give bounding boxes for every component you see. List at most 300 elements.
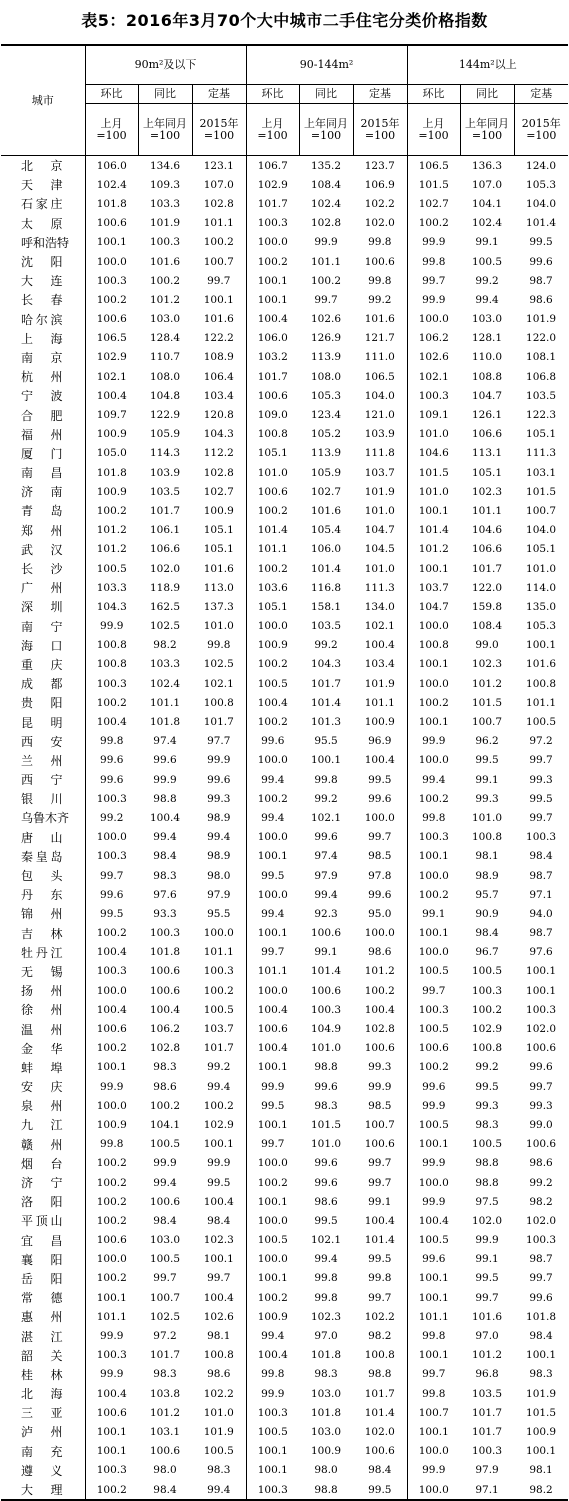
index-value: 102.1 (311, 811, 342, 824)
index-value: 98.2 (529, 1195, 553, 1208)
index-value: 98.8 (368, 1368, 392, 1381)
index-value: 99.1 (407, 904, 460, 923)
index-value: 100.2 (246, 1288, 299, 1307)
index-value: 99.6 (368, 792, 392, 805)
index-value: 102.1 (364, 620, 395, 633)
index-value: 99.7 (246, 1135, 299, 1154)
index-value: 99.5 (529, 792, 553, 805)
city-name: 无锡 (21, 964, 63, 979)
index-value: 96.9 (368, 735, 392, 748)
index-value: 99.7 (153, 1272, 177, 1285)
index-value: 100.1 (246, 271, 299, 290)
city-name: 桂林 (21, 1367, 63, 1382)
index-value: 106.2 (407, 329, 460, 348)
index-value: 100.1 (203, 1253, 234, 1266)
index-value: 102.1 (311, 1234, 342, 1247)
index-value: 106.6 (149, 543, 181, 556)
index-value: 100.2 (246, 712, 299, 731)
index-value: 101.5 (526, 485, 557, 498)
group-label: 144m²以上 (458, 58, 517, 71)
index-value: 101.1 (203, 217, 234, 230)
index-value: 101.7 (472, 562, 503, 575)
index-value: 100.3 (407, 1000, 460, 1019)
table-row (1, 712, 568, 731)
index-value: 106.5 (364, 370, 395, 383)
table-row (1, 1135, 568, 1154)
city-name: 南宁 (21, 619, 63, 634)
index-value: 100.8 (246, 425, 299, 444)
index-value: 100.4 (246, 1000, 299, 1019)
index-value: 114.3 (149, 447, 181, 460)
index-value: 99.9 (246, 1077, 299, 1096)
index-value: 99.6 (314, 1080, 338, 1093)
city-name: 银川 (21, 792, 63, 807)
city-name: 大连 (21, 274, 63, 289)
index-value: 100.4 (85, 1000, 138, 1019)
index-value: 99.4 (314, 1253, 338, 1266)
index-value: 100.2 (407, 1058, 460, 1077)
index-value: 102.6 (407, 348, 460, 367)
index-value: 99.9 (153, 773, 177, 786)
index-value: 96.7 (475, 946, 499, 959)
index-value: 99.2 (207, 1061, 231, 1074)
index-value: 162.5 (149, 600, 181, 613)
index-value: 135.0 (526, 600, 557, 613)
index-value: 102.4 (149, 677, 181, 690)
sub-header: 定基 (514, 85, 568, 104)
index-value: 124.0 (526, 159, 557, 172)
city-name: 兰州 (21, 753, 63, 768)
index-value: 100.0 (407, 751, 460, 770)
table-row (1, 1077, 568, 1096)
index-value: 100.0 (364, 811, 395, 824)
index-value: 103.1 (526, 466, 557, 479)
index-value: 122.2 (203, 332, 234, 345)
index-value: 105.3 (526, 620, 557, 633)
index-value: 99.6 (85, 885, 138, 904)
table-row (1, 367, 568, 386)
table-row (1, 904, 568, 923)
table-row (1, 885, 568, 904)
index-value: 100.3 (149, 236, 181, 249)
index-value: 101.1 (407, 1307, 460, 1326)
index-value: 100.2 (85, 1154, 138, 1173)
index-value: 100.4 (203, 1195, 234, 1208)
city-name: 大理 (1, 1480, 85, 1500)
index-value: 98.7 (529, 927, 553, 940)
index-value: 99.3 (475, 792, 499, 805)
index-value: 100.2 (246, 655, 299, 674)
table-row (1, 444, 568, 463)
index-value: 99.8 (314, 773, 338, 786)
index-value: 101.9 (526, 313, 557, 326)
index-value: 99.8 (314, 1291, 338, 1304)
index-value: 100.6 (85, 1403, 138, 1422)
index-value: 106.4 (203, 370, 234, 383)
city-name: 石家庄 (21, 197, 63, 212)
index-value: 99.9 (368, 1080, 392, 1093)
sub-header: 环比 (85, 85, 138, 104)
index-value: 100.1 (246, 1461, 299, 1480)
index-value: 99.6 (153, 754, 177, 767)
index-value: 100.1 (526, 965, 557, 978)
index-value: 99.4 (207, 831, 231, 844)
index-value: 101.9 (203, 1425, 234, 1438)
index-value: 106.0 (85, 156, 138, 176)
index-value: 100.1 (203, 293, 234, 306)
index-value: 158.1 (311, 600, 342, 613)
index-value: 100.4 (149, 1003, 181, 1016)
index-value: 100.6 (364, 1445, 395, 1458)
table-row (1, 1250, 568, 1269)
index-value: 100.2 (85, 1211, 138, 1230)
index-value: 102.8 (203, 466, 234, 479)
index-value: 101.7 (364, 1387, 395, 1400)
city-name: 南京 (21, 350, 63, 365)
index-value: 100.6 (526, 1138, 557, 1151)
city-name: 宁波 (21, 389, 63, 404)
index-value: 102.0 (364, 217, 395, 230)
index-value: 99.2 (314, 639, 338, 652)
index-value: 102.3 (472, 658, 503, 671)
index-value: 99.4 (192, 1480, 246, 1500)
base-header: 上月 =100 (246, 104, 299, 156)
index-value: 99.8 (407, 808, 460, 827)
index-value: 99.7 (207, 1272, 231, 1285)
index-value: 100.6 (85, 214, 138, 233)
index-value: 99.8 (85, 732, 138, 751)
index-value: 99.5 (246, 866, 299, 885)
index-value: 102.8 (149, 1042, 181, 1055)
sub-header: 同比 (299, 85, 353, 104)
index-value: 98.4 (153, 1214, 177, 1227)
index-value: 101.1 (364, 696, 395, 709)
index-value: 101.2 (149, 1406, 181, 1419)
table-row (1, 310, 568, 329)
index-value: 123.1 (203, 159, 234, 172)
index-value: 100.0 (85, 252, 138, 271)
index-value: 100.9 (85, 425, 138, 444)
index-value: 102.8 (311, 217, 342, 230)
index-value: 98.8 (475, 1157, 499, 1170)
index-value: 104.7 (407, 597, 460, 616)
index-value: 100.9 (246, 1307, 299, 1326)
index-value: 99.2 (314, 792, 338, 805)
index-value: 100.1 (246, 290, 299, 309)
index-value: 104.3 (203, 428, 234, 441)
index-value: 104.8 (149, 389, 181, 402)
index-value: 100.2 (407, 789, 460, 808)
index-value: 101.6 (311, 504, 342, 517)
city-name: 郑州 (21, 523, 63, 538)
index-value: 100.0 (407, 1480, 460, 1500)
index-value: 100.0 (407, 310, 460, 329)
index-value: 106.8 (526, 370, 557, 383)
table-row (1, 828, 568, 847)
city-name: 烟台 (21, 1156, 63, 1171)
index-value: 100.0 (407, 617, 460, 636)
index-value: 101.3 (311, 716, 342, 729)
index-value: 100.4 (246, 310, 299, 329)
index-value: 100.4 (246, 693, 299, 712)
index-value: 100.1 (246, 924, 299, 943)
index-value: 100.3 (85, 962, 138, 981)
index-value: 98.8 (475, 1176, 499, 1189)
city-name: 襄阳 (21, 1252, 63, 1267)
index-value: 100.3 (526, 1234, 557, 1247)
index-value: 99.4 (153, 831, 177, 844)
index-value: 100.8 (472, 1042, 503, 1055)
index-value: 100.3 (472, 1445, 503, 1458)
index-value: 100.0 (246, 233, 299, 252)
index-value: 95.0 (368, 907, 392, 920)
table-row (1, 847, 568, 866)
index-value: 106.0 (246, 329, 299, 348)
index-value: 99.7 (368, 1291, 392, 1304)
index-value: 105.1 (472, 466, 503, 479)
index-value: 99.9 (407, 732, 460, 751)
index-value: 100.5 (246, 1231, 299, 1250)
index-value: 98.9 (207, 850, 231, 863)
index-value: 102.7 (311, 485, 342, 498)
index-value: 101.0 (311, 1138, 342, 1151)
index-value: 98.3 (314, 1099, 338, 1112)
index-value: 98.1 (529, 1464, 553, 1477)
index-value: 102.3 (472, 485, 503, 498)
index-value: 99.8 (368, 1272, 392, 1285)
city-name: 上海 (21, 331, 63, 346)
city-name: 锦州 (21, 907, 63, 922)
index-value: 97.9 (314, 869, 338, 882)
city-name: 厦门 (21, 446, 63, 461)
index-value: 99.7 (529, 1272, 553, 1285)
index-value: 99.9 (407, 233, 460, 252)
city-name: 徐州 (21, 1003, 63, 1018)
city-column-header: 城市 (1, 45, 85, 156)
index-value: 99.9 (85, 1365, 138, 1384)
index-value: 100.4 (85, 943, 138, 962)
city-name: 海口 (21, 638, 63, 653)
table-row (1, 943, 568, 962)
index-value: 105.1 (526, 428, 557, 441)
index-value: 108.0 (311, 370, 342, 383)
table-row (1, 655, 568, 674)
index-value: 101.6 (472, 1310, 503, 1323)
index-value: 116.8 (311, 581, 342, 594)
index-value: 113.1 (472, 447, 503, 460)
index-value: 100.1 (407, 1135, 460, 1154)
index-value: 99.9 (153, 1157, 177, 1170)
city-name: 西安 (21, 734, 63, 749)
index-value: 108.4 (472, 620, 503, 633)
index-value: 100.6 (407, 1039, 460, 1058)
index-value: 99.5 (368, 1253, 392, 1266)
index-value: 101.5 (407, 175, 460, 194)
index-value: 123.7 (364, 159, 395, 172)
index-value: 99.7 (368, 1157, 392, 1170)
index-value: 100.9 (203, 504, 234, 517)
index-value: 100.6 (246, 482, 299, 501)
index-value: 100.2 (85, 1173, 138, 1192)
index-value: 99.5 (368, 773, 392, 786)
index-value: 102.0 (526, 1023, 557, 1036)
index-value: 101.5 (311, 1118, 342, 1131)
index-value: 102.7 (407, 194, 460, 213)
city-name: 北京 (21, 159, 63, 174)
index-value: 99.9 (407, 1096, 460, 1115)
index-value: 100.9 (85, 482, 138, 501)
index-value: 100.6 (246, 1019, 299, 1038)
index-value: 105.1 (246, 597, 299, 616)
city-name: 安庆 (21, 1080, 63, 1095)
index-value: 100.5 (472, 965, 503, 978)
index-value: 100.3 (311, 1003, 342, 1016)
index-value: 104.5 (364, 543, 395, 556)
index-value: 118.9 (149, 581, 181, 594)
index-value: 100.1 (246, 1192, 299, 1211)
index-value: 99.6 (314, 1157, 338, 1170)
index-value: 99.8 (314, 1272, 338, 1285)
index-value: 101.4 (407, 521, 460, 540)
city-name: 泸州 (21, 1425, 63, 1440)
city-name: 乌鲁木齐 (21, 811, 70, 826)
index-value: 100.9 (311, 1445, 342, 1458)
index-value: 105.1 (203, 524, 234, 537)
city-name: 青岛 (21, 504, 63, 519)
index-value: 100.2 (246, 789, 299, 808)
index-value: 106.9 (364, 178, 395, 191)
index-value: 100.5 (407, 1019, 460, 1038)
city-name: 三亚 (21, 1406, 63, 1421)
city-name: 温州 (21, 1022, 63, 1037)
index-value: 102.6 (203, 1310, 234, 1323)
index-value: 101.5 (526, 1406, 557, 1419)
index-value: 98.1 (475, 850, 499, 863)
index-value: 100.6 (246, 386, 299, 405)
index-value: 100.5 (407, 1231, 460, 1250)
index-value: 99.4 (475, 293, 499, 306)
index-value: 100.1 (407, 924, 460, 943)
index-value: 99.4 (407, 770, 460, 789)
table-row (1, 156, 568, 176)
index-value: 95.5 (207, 907, 231, 920)
index-value: 112.2 (203, 447, 234, 460)
index-value: 98.7 (529, 869, 553, 882)
index-value: 136.3 (472, 159, 503, 172)
index-value: 100.2 (203, 236, 234, 249)
index-value: 100.4 (246, 1039, 299, 1058)
index-value: 100.6 (311, 984, 342, 997)
index-value: 99.8 (85, 1135, 138, 1154)
index-value: 98.5 (368, 1099, 392, 1112)
city-name: 洛阳 (21, 1195, 63, 1210)
index-value: 99.2 (85, 808, 138, 827)
index-value: 108.0 (149, 370, 181, 383)
index-value: 113.9 (311, 447, 342, 460)
index-value: 98.8 (314, 1061, 338, 1074)
index-value: 100.0 (246, 981, 299, 1000)
index-value: 101.0 (526, 562, 557, 575)
index-value: 105.4 (311, 524, 342, 537)
index-value: 99.8 (246, 1365, 299, 1384)
index-value: 101.1 (203, 946, 234, 959)
table-row (1, 924, 568, 943)
index-value: 100.1 (526, 639, 557, 652)
index-value: 101.4 (311, 696, 342, 709)
index-value: 100.1 (407, 1269, 460, 1288)
group-header-large (407, 45, 568, 85)
index-value: 102.3 (311, 1310, 342, 1323)
index-value: 100.8 (364, 1349, 395, 1362)
index-value: 100.6 (526, 1042, 557, 1055)
city-name: 丹东 (21, 888, 63, 903)
index-value: 101.9 (364, 485, 395, 498)
index-value: 103.4 (364, 658, 395, 671)
index-value: 99.9 (85, 1077, 138, 1096)
index-value: 103.5 (311, 620, 342, 633)
index-value: 104.3 (85, 597, 138, 616)
sub-header: 同比 (460, 85, 514, 104)
index-value: 103.7 (407, 578, 460, 597)
index-value: 100.3 (85, 674, 138, 693)
index-value: 105.9 (311, 466, 342, 479)
index-value: 101.9 (526, 1387, 557, 1400)
city-name: 牡丹江 (21, 945, 63, 960)
index-value: 104.3 (311, 658, 342, 671)
city-name: 韶关 (21, 1348, 63, 1363)
city-name: 武汉 (21, 542, 63, 557)
index-value: 111.3 (526, 447, 557, 460)
index-value: 101.0 (203, 620, 234, 633)
index-value: 100.2 (85, 1480, 138, 1500)
table-row (1, 1384, 568, 1403)
index-value: 101.7 (203, 716, 234, 729)
index-value: 100.0 (407, 866, 460, 885)
index-value: 101.7 (149, 504, 181, 517)
city-name: 杭州 (21, 370, 63, 385)
index-value: 102.6 (311, 313, 342, 326)
index-value: 101.6 (364, 313, 395, 326)
base-header: 上月 =100 (85, 104, 138, 156)
index-value: 100.1 (407, 1346, 460, 1365)
index-value: 122.3 (526, 409, 557, 422)
city-name: 遵义 (21, 1463, 63, 1478)
index-value: 102.5 (149, 620, 181, 633)
price-index-table (1, 44, 568, 1501)
index-value: 100.3 (407, 386, 460, 405)
index-value: 101.2 (149, 293, 181, 306)
index-value: 100.3 (472, 984, 503, 997)
index-value: 100.2 (85, 1039, 138, 1058)
table-row (1, 617, 568, 636)
index-value: 99.5 (475, 754, 499, 767)
index-value: 100.2 (85, 290, 138, 309)
index-value: 101.8 (149, 716, 181, 729)
index-value: 100.0 (85, 828, 138, 847)
index-value: 100.4 (364, 1214, 395, 1227)
index-value: 100.2 (246, 501, 299, 520)
index-value: 101.2 (85, 521, 138, 540)
index-value: 113.0 (203, 581, 234, 594)
index-value: 100.2 (85, 1192, 138, 1211)
city-name: 广州 (21, 581, 63, 596)
index-value: 102.9 (472, 1023, 503, 1036)
table-row (1, 233, 568, 252)
index-value: 101.8 (526, 1310, 557, 1323)
index-value: 102.0 (526, 1214, 557, 1227)
index-value: 98.7 (529, 274, 553, 287)
base-header: 2015年 =100 (192, 104, 246, 156)
